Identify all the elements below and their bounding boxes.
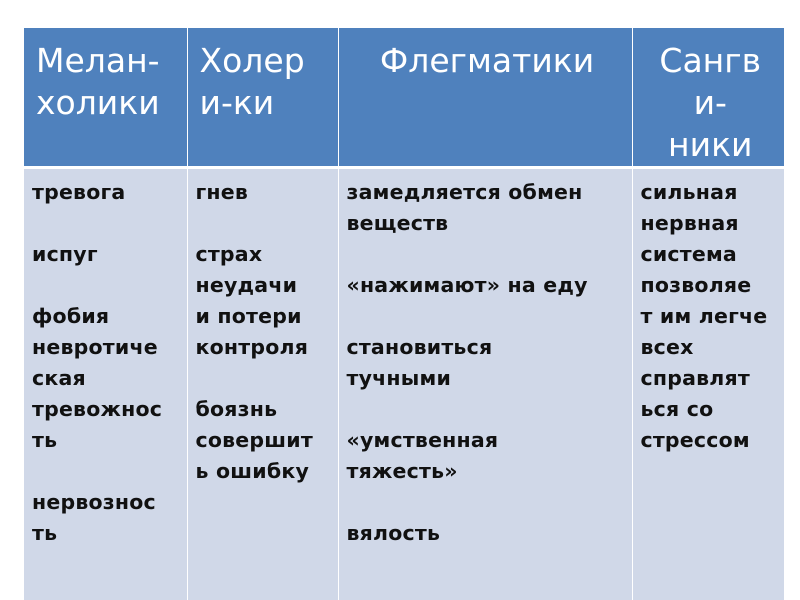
cell-sanguines: сильная нервная система позволяе т им легче всех справлят ься со стрессом [632,168,784,600]
header-sanguines: Сангв и- ники [632,28,784,168]
temperaments-table [24,28,784,600]
header-row [24,28,784,168]
cell-phlegmatics: замедляется обмен веществ «нажимают» на еду становиться тучными «умственная тяжесть» вялость [338,168,632,600]
header-melancholics: Мелан- холики [24,28,187,168]
cell-cholerics: гнев страх неудачи и потери контроля боязнь совершит ь ошибку [187,168,338,600]
table-row [24,168,784,600]
header-phlegmatics: Флегматики [338,28,632,168]
header-cholerics: Холер и-ки [187,28,338,168]
cell-melancholics: тревога испуг фобия невротиче ская тревожнос ть нервознос ть [24,168,187,600]
